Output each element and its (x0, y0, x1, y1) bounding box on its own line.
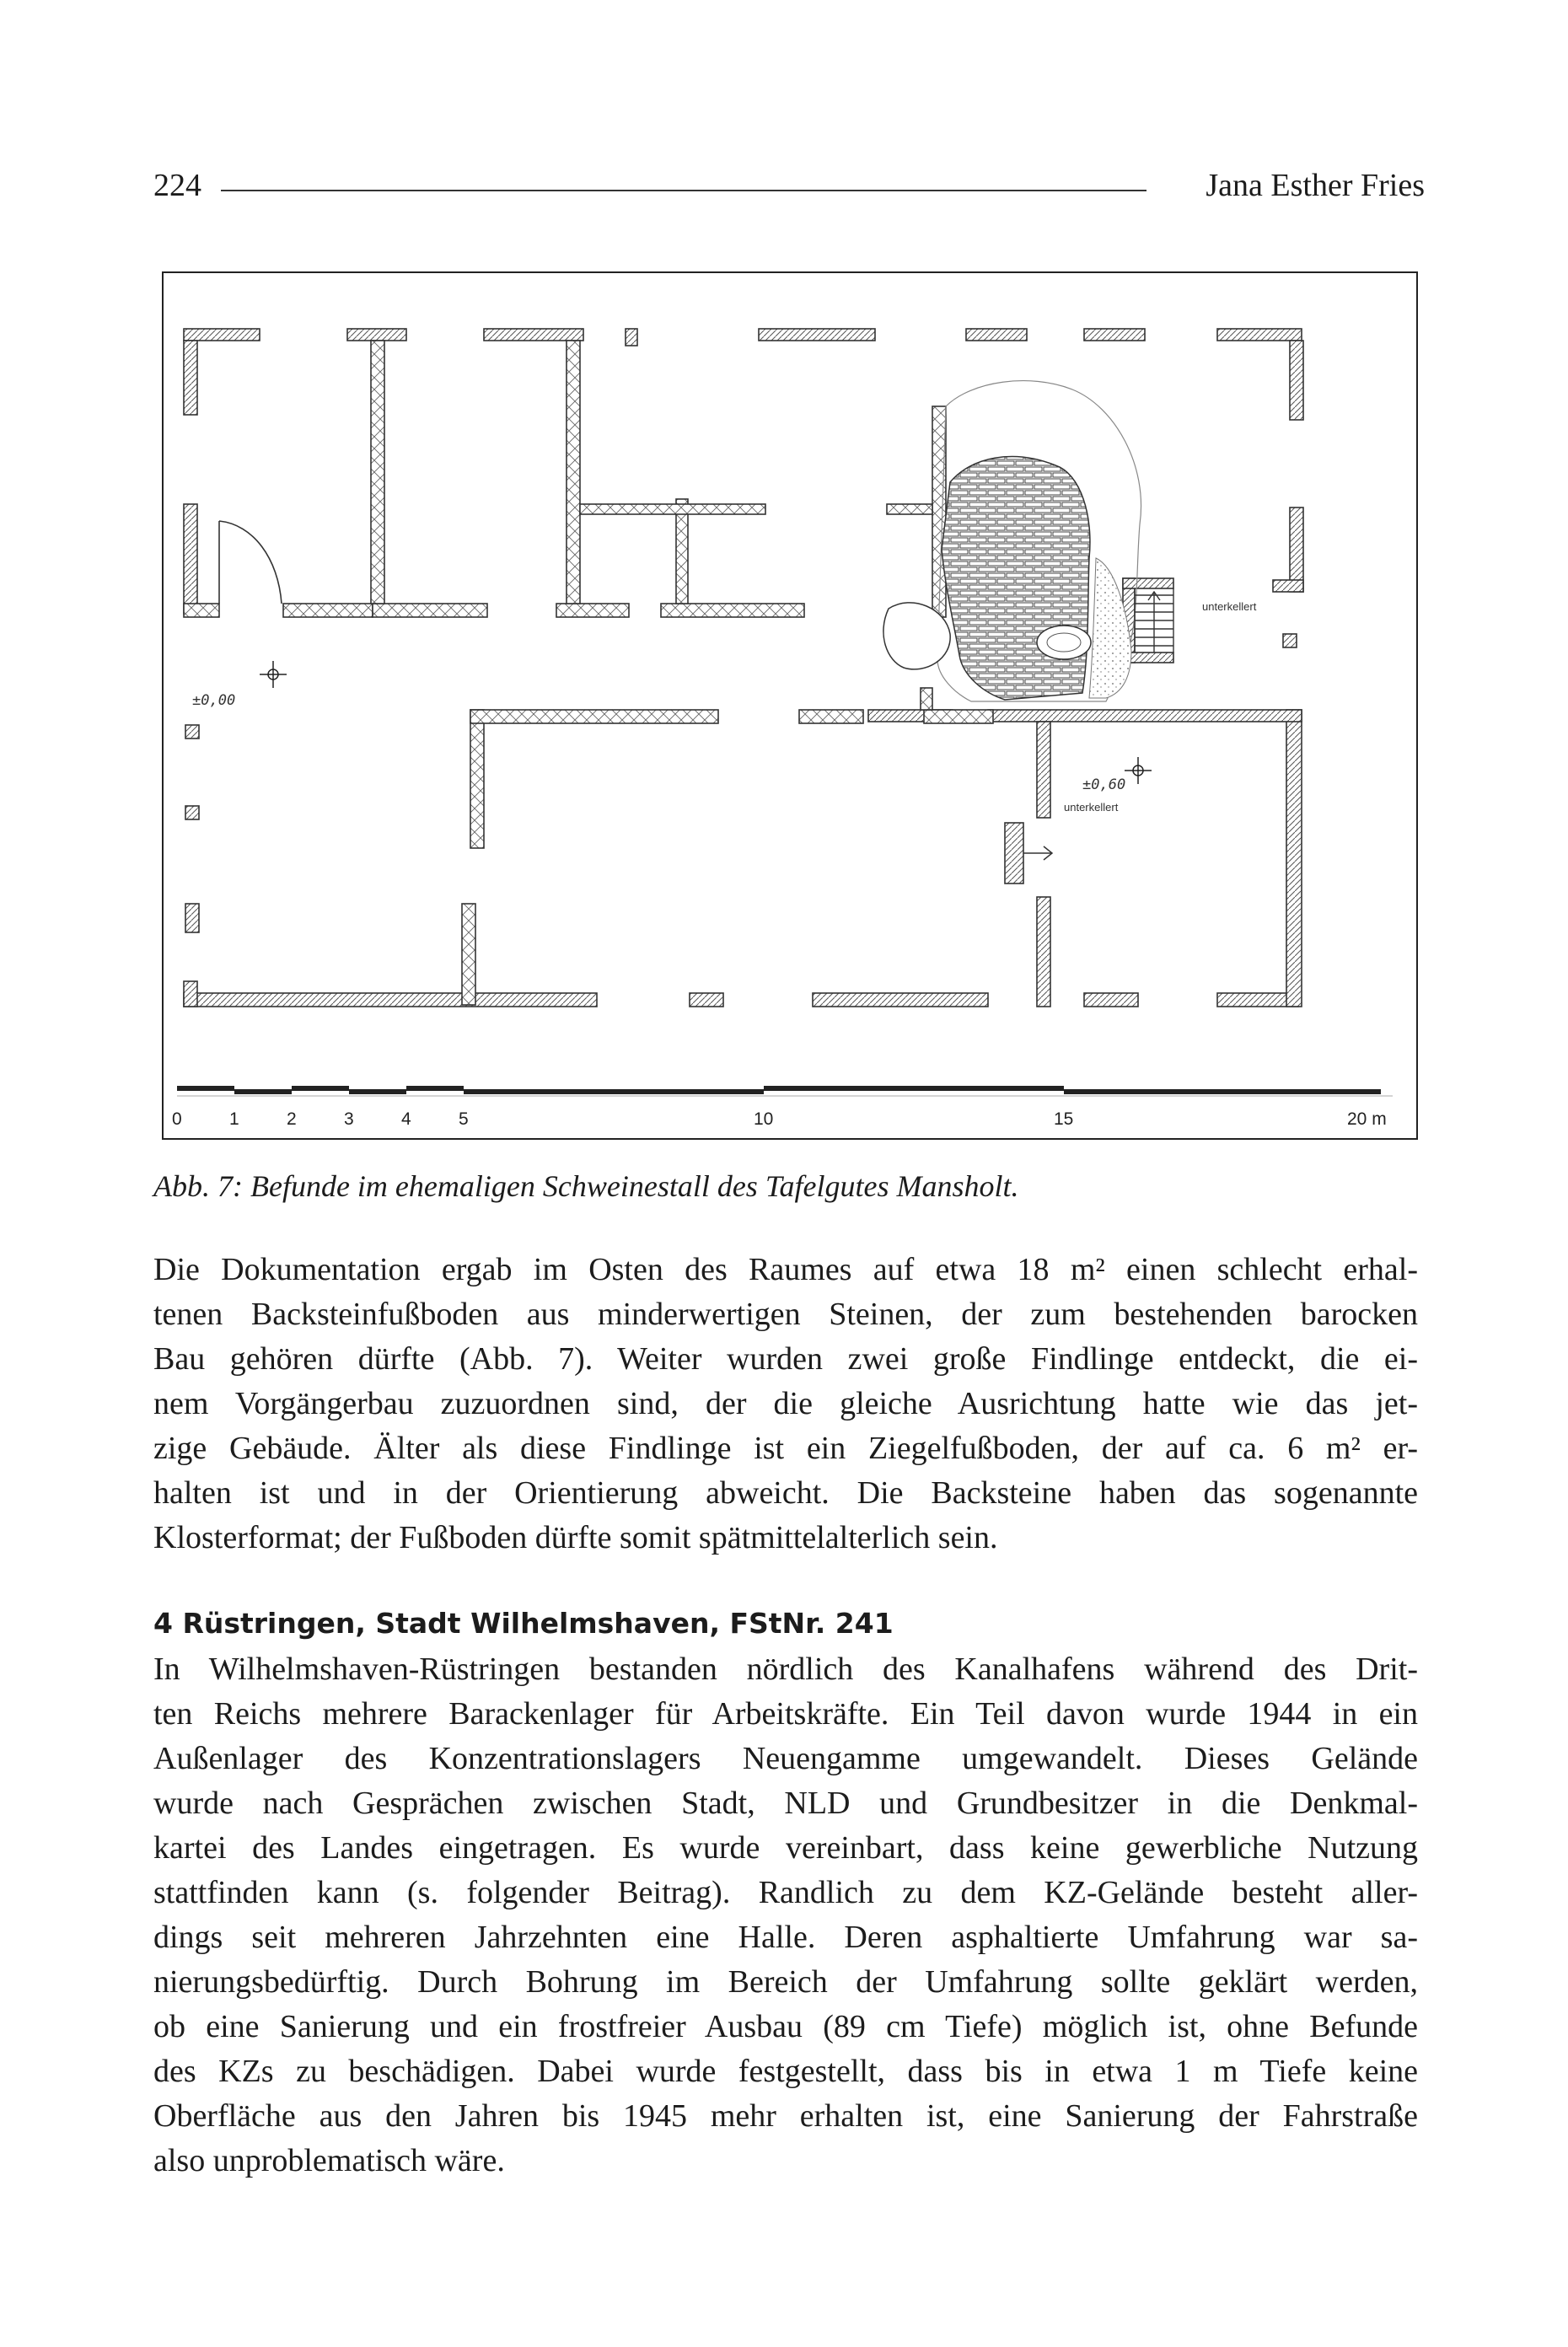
door-arc (219, 521, 282, 604)
figure-caption: Abb. 7: Befunde im ehemaligen Schweinestall des Tafelgutes Mansholt. (153, 1169, 1019, 1203)
scale-tick: 4 (401, 1109, 411, 1129)
brick-floor (942, 457, 1090, 700)
text-line: stattfinden kann (s. folgender Beitrag). Randlich zu dem KZ-Gelände besteht aller- (153, 1875, 1418, 1910)
figure-frame (163, 272, 1417, 1139)
scale-bar (177, 1086, 1393, 1096)
text-line: Klosterformat; der Fußboden dürfte somit spätmittelalterlich sein. (153, 1520, 998, 1555)
text-line: Die Dokumentation ergab im Osten des Raumes auf etwa 18 m² einen schlecht erhal- (153, 1252, 1418, 1287)
scale-tick: 5 (459, 1109, 469, 1129)
text-line: In Wilhelmshaven-Rüstringen bestanden nördlich des Kanalhafens während des Drit- (153, 1651, 1418, 1687)
running-header (153, 167, 1425, 218)
text-line: wurde nach Gesprächen zwischen Stadt, NLD und Grundbesitzer in die Denkmal- (153, 1786, 1418, 1821)
text-line: des KZs zu beschädigen. Dabei wurde festgestellt, dass bis in etwa 1 m Tiefe keine (153, 2054, 1418, 2089)
door-arrow (1023, 846, 1052, 860)
walls-hatched (184, 329, 1303, 1007)
section-heading: 4 Rüstringen, Stadt Wilhelmshaven, FStNr. 241 (153, 1607, 894, 1640)
scale-tick: 20 m (1347, 1109, 1387, 1129)
text-line: tenen Backsteinfußboden aus minderwertigen Steinen, der zum bestehenden barocken (153, 1297, 1418, 1332)
scale-tick: 1 (229, 1109, 239, 1129)
scale-tick: 3 (344, 1109, 354, 1129)
scale-tick: 15 (1054, 1109, 1074, 1129)
text-line: also unproblematisch wäre. (153, 2143, 505, 2178)
text-line: dings seit mehreren Jahrzehnten eine Halle. Deren asphaltierte Umfahrung war sa- (153, 1920, 1418, 1955)
scale-tick: 10 (754, 1109, 774, 1129)
page-number: 224 (153, 168, 201, 203)
stairs (1135, 588, 1173, 653)
text-line: Bau gehören dürfte (Abb. 7). Weiter wurden zwei große Findlinge entdeckt, die ei- (153, 1341, 1418, 1377)
level-marker-east (1125, 757, 1152, 784)
text-line: ten Reichs mehrere Barackenlager für Arbeitskräfte. Ein Teil davon wurde 1944 in ein (153, 1696, 1418, 1732)
level-marker-west (260, 661, 287, 688)
level-label-west: ±0,00 (192, 692, 236, 709)
text-line: nierungsbedürftig. Durch Bohrung im Bereich der Umfahrung sollte geklärt werden, (153, 1964, 1418, 2000)
boulder (1037, 626, 1091, 659)
cellar-label-north: unterkellert (1202, 600, 1257, 613)
body-paragraph (153, 1248, 1418, 1560)
body-paragraph (153, 1647, 1418, 2183)
text-line: halten ist und in der Orientierung abweicht. Die Backsteine haben das sogenannte (153, 1475, 1418, 1511)
floor-plan-drawing (162, 271, 1418, 1140)
text-line: Oberfläche aus den Jahren bis 1945 mehr erhalten ist, eine Sanierung der Fahrstraße (153, 2098, 1418, 2134)
scale-tick: 2 (287, 1109, 297, 1129)
text-line: Außenlager des Konzentrationslagers Neuengamme umgewandelt. Dieses Gelände (153, 1741, 1418, 1776)
scale-ticks (172, 1109, 1387, 1129)
text-line: ob eine Sanierung und ein frostfreier Ausbau (89 cm Tiefe) möglich ist, ohne Befunde (153, 2009, 1418, 2044)
walls-crosshatched (184, 341, 993, 1005)
text-line: nem Vorgängerbau zuzuordnen sind, der die gleiche Ausrichtung hatte wie das jet- (153, 1386, 1418, 1421)
text-line: kartei des Landes eingetragen. Es wurde vereinbart, dass keine gewerbliche Nutzung (153, 1830, 1418, 1866)
floor-plan-figure (162, 271, 1418, 1140)
header-rule (221, 190, 1146, 191)
scale-tick: 0 (172, 1109, 182, 1129)
cellar-label-east: unterkellert (1064, 801, 1119, 814)
level-label-east: ±0,60 (1082, 776, 1126, 793)
author-name: Jana Esther Fries (1206, 168, 1425, 203)
text-line: zige Gebäude. Älter als diese Findlinge ist ein Ziegelfußboden, der auf ca. 6 m² er- (153, 1431, 1418, 1466)
